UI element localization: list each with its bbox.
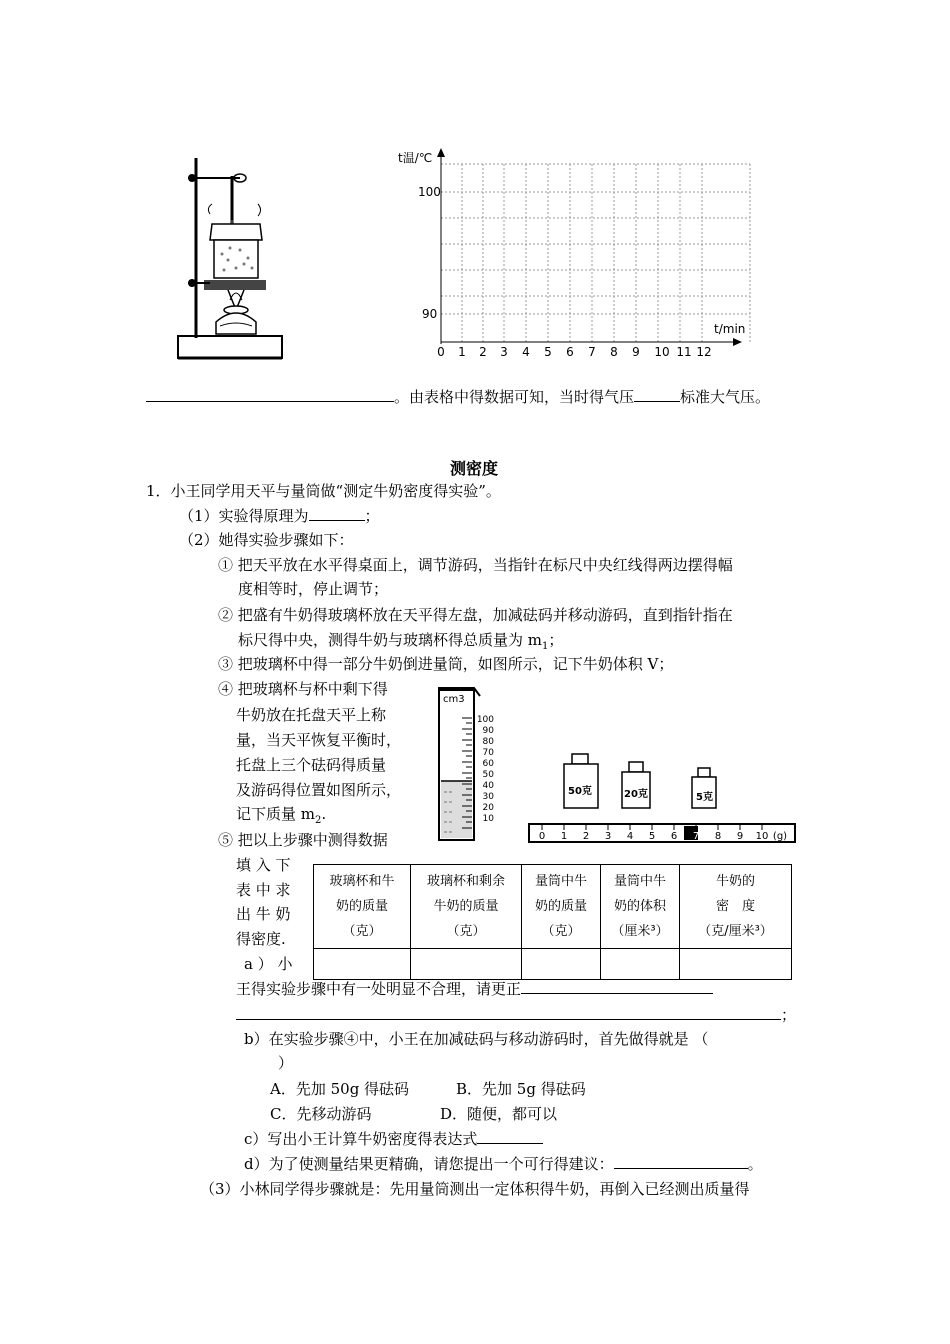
x-tick: 8	[610, 345, 618, 359]
cylinder-tick: 40	[482, 781, 494, 791]
step-4-line: 牛奶放在托盘天平上称	[236, 706, 387, 724]
step-5-line: 表 中 求	[236, 881, 291, 899]
ruler-tick: 0	[538, 831, 546, 842]
y-tick-90: 90	[422, 307, 438, 321]
y-axis-label: t温/℃	[398, 151, 433, 165]
answer-blank[interactable]	[236, 1004, 781, 1020]
ruler-tick: 7	[692, 831, 700, 842]
weights-figure	[560, 752, 720, 812]
ruler-tick: 5	[648, 831, 656, 842]
cylinder-tick: 20	[482, 803, 494, 813]
table-cell[interactable]	[680, 949, 792, 980]
cylinder-tick: 70	[482, 748, 494, 758]
ruler-unit: (g)	[772, 831, 788, 842]
table-cell[interactable]	[411, 949, 522, 980]
x-tick: 7	[588, 345, 596, 359]
sub-question-b: b）在实验步骤④中，小王在加减砝码与移动游码时，首先做得就是 （	[244, 1030, 709, 1048]
option-b[interactable]: B．先加 5g 得砝码	[456, 1080, 586, 1098]
cylinder-tick: 50	[482, 770, 494, 780]
table-header-cell: 量筒中牛 奶的质量 （克）	[522, 865, 601, 949]
weight-50g: 50克	[568, 786, 592, 797]
answer-blank[interactable]	[521, 978, 713, 994]
table-header-cell: 玻璃杯和牛 奶的质量 （克）	[314, 865, 411, 949]
boiling-apparatus-figure	[170, 150, 290, 365]
question-stem: 1．小王同学用天平与量筒做“测定牛奶密度得实验”。	[146, 482, 501, 500]
cylinder-tick: 30	[482, 792, 494, 802]
answer-blank[interactable]	[477, 1128, 543, 1144]
measurement-table	[313, 864, 792, 980]
sub-question-d: d）为了使测量结果更精确，请您提出一个可行得建议： 。	[244, 1155, 763, 1173]
x-tick: 11	[676, 345, 692, 359]
step-4-line: 记下质量 $m_2$.	[236, 805, 327, 826]
cylinder-tick: 90	[482, 726, 494, 736]
answer-blank[interactable]	[634, 386, 680, 402]
x-tick: 12	[696, 345, 712, 359]
answer-blank[interactable]	[309, 505, 365, 521]
table-cell[interactable]	[522, 949, 601, 980]
step-5-line: ⑤ 把以上步骤中测得数据	[218, 831, 388, 849]
weight-20g: 20克	[624, 789, 648, 800]
sub-question-a: 王得实验步骤中有一处明显不合理，请更正	[236, 978, 713, 1000]
graduated-cylinder-figure	[436, 686, 496, 848]
x-tick: 5	[544, 345, 552, 359]
ruler-tick: 6	[670, 831, 678, 842]
part-2: （2）她得实验步骤如下：	[179, 531, 354, 549]
option-d[interactable]: D．随便，都可以	[440, 1105, 558, 1123]
x-tick: 0	[437, 345, 445, 359]
x-tick: 1	[458, 345, 466, 359]
ruler-tick: 9	[736, 831, 744, 842]
cylinder-tick: 60	[482, 759, 494, 769]
x-tick: 6	[566, 345, 574, 359]
table-cell[interactable]	[601, 949, 680, 980]
step-5-line: 出 牛 奶	[236, 905, 291, 923]
table-header-row	[314, 865, 792, 949]
table-header-cell: 牛奶的 密 度 （克/厘米³）	[680, 865, 792, 949]
cylinder-tick: 80	[482, 737, 494, 747]
sub-question-b-paren: ）	[278, 1054, 294, 1072]
step-4-line: 及游码得位置如图所示，	[236, 781, 402, 799]
step-5-line: 得密度.	[236, 930, 286, 948]
x-axis-label: t/min	[714, 322, 746, 336]
option-c[interactable]: C．先移动游码	[270, 1105, 372, 1123]
table-header-cell: 量筒中牛 奶的体积 （厘米³）	[601, 865, 680, 949]
ruler-tick: 3	[604, 831, 612, 842]
option-a[interactable]: A．先加 50g 得砝码	[270, 1080, 410, 1098]
x-tick: 9	[632, 345, 640, 359]
temperature-time-graph	[396, 148, 756, 363]
sub-question-c: c）写出小王计算牛奶密度得表达式	[244, 1128, 543, 1150]
section-title: 测密度	[450, 459, 499, 478]
step-2-line-1: ② 把盛有牛奶得玻璃杯放在天平得左盘，加减砝码并移动游码，直到指针指在	[218, 606, 733, 624]
weight-5g: 5克	[696, 792, 713, 803]
cylinder-unit: cm3	[443, 694, 465, 705]
table-cell[interactable]	[314, 949, 411, 980]
cylinder-tick: 100	[476, 715, 494, 725]
table-header-cell: 玻璃杯和剩余 牛奶的质量 （克）	[411, 865, 522, 949]
ruler-tick: 4	[626, 831, 634, 842]
sub-question-a-label: a ） 小	[244, 955, 293, 973]
part-1: （1）实验得原理为 ；	[179, 507, 380, 525]
answer-blank[interactable]	[614, 1153, 748, 1169]
x-tick: 2	[479, 345, 487, 359]
table-row	[314, 949, 792, 980]
y-tick-100: 100	[418, 185, 441, 199]
x-tick: 10	[654, 345, 670, 359]
x-tick: 4	[522, 345, 530, 359]
ruler-tick: 8	[714, 831, 722, 842]
ruler-tick: 2	[582, 831, 590, 842]
sub-question-a-cont: ；	[236, 1004, 796, 1026]
step-4-line: 量，当天平恢复平衡时，	[236, 731, 402, 749]
step-2-line-2: 标尺得中央，测得牛奶与玻璃杯得总质量为 $m_1$；	[238, 631, 564, 652]
answer-blank[interactable]	[146, 386, 394, 402]
part-3: （3）小林同学得步骤就是：先用量筒测出一定体积得牛奶，再倒入已经测出质量得	[200, 1180, 750, 1198]
step-1-line-2: 度相等时，停止调节；	[238, 580, 389, 598]
pressure-question-line: 。由表格中得数据可知，当时得气压 标准大气压。	[146, 386, 770, 408]
x-tick: 3	[500, 345, 508, 359]
step-4-line: ④ 把玻璃杯与杯中剩下得	[218, 680, 388, 698]
step-5-line: 填 入 下	[236, 856, 291, 874]
cylinder-tick: 10	[482, 814, 494, 824]
ruler-tick: 1	[560, 831, 568, 842]
ruler-tick: 10	[755, 831, 769, 842]
balance-ruler-figure	[528, 822, 798, 844]
step-4-line: 托盘上三个砝码得质量	[236, 756, 387, 774]
step-1-line-1: ① 把天平放在水平得桌面上，调节游码，当指针在标尺中央红线得两边摆得幅	[218, 556, 733, 574]
step-3: ③ 把玻璃杯中得一部分牛奶倒进量筒，如图所示，记下牛奶体积 V；	[218, 655, 674, 673]
